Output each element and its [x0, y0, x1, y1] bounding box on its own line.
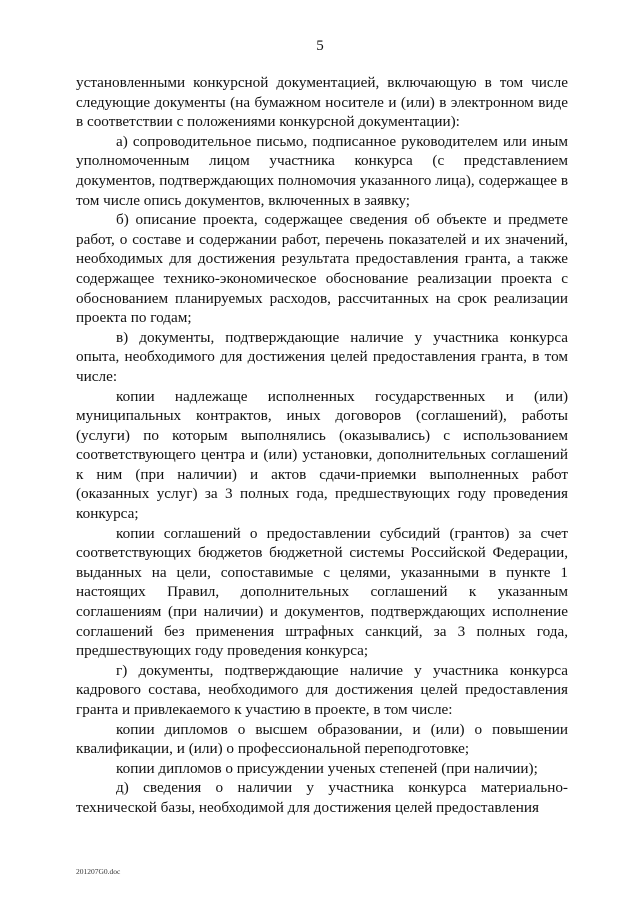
document-body: [76, 73, 568, 818]
paragraph: копии дипломов о присуждении ученых степеней (при наличии);: [116, 759, 538, 777]
paragraph: в) документы, подтверждающие наличие у участника конкурса опыта, необходимого для достижения целей предоставления гранта, в том числе:: [76, 328, 568, 385]
paragraph: установленными конкурсной документацией, включающую в том числе следующие документы (на бумажном носителе и (или) в электронном виде в соответствии с положениями конкурсной документации):: [76, 74, 568, 131]
paragraph: копии соглашений о предоставлении субсидий (грантов) за счет соответствующих бюджетов бюджетной системы Российской Федерации, выданных на цели, сопоставимые с целями, указанными в пункте 1 настоящих Правил, дополнительных соглашений к указанным соглашениям (при наличии) и документов, подтверждающих исполнение соглашений без применения штрафных санкций, за 3 полных года, предшествующих году проведения конкурса;: [76, 524, 568, 660]
paragraph: а) сопроводительное письмо, подписанное руководителем или иным уполномоченным лицом участника конкурса (с представлением документов, подтверждающих полномочия указанного лица), содержащее в том числе опись документов, включенных в заявку;: [76, 132, 568, 209]
paragraph: д) сведения о наличии у участника конкурса материально-технической базы, необходимой для достижения целей предоставления: [76, 779, 568, 816]
footer-filename: 201207G0.doc: [76, 867, 121, 876]
paragraph: копии дипломов о высшем образовании, и (или) о повышении квалификации, и (или) о профессиональной переподготовке;: [76, 720, 568, 758]
paragraph: г) документы, подтверждающие наличие у участника конкурса кадрового состава, необходимого для достижения целей предоставления гранта и привлекаемого к участию в проекте, в том числе:: [76, 661, 568, 718]
paragraph: копии надлежаще исполненных государственных и (или) муниципальных контрактов, иных договоров (соглашений), работы (услуги) по которым выполнялись (оказывались) с использованием соответствующего центра и (или) установки, дополнительных соглашений к ним (при наличии) и актов сдачи-приемки выполненных работ (оказанных услуг) за 3 полных года, предшествующих году проведения конкурса;: [76, 387, 568, 523]
page-number: 5: [316, 38, 324, 54]
paragraph: б) описание проекта, содержащее сведения об объекте и предмете работ, о составе и содержании работ, перечень показателей и их значений, необходимых для достижения результата предоставления гранта, а также содержащее технико-экономическое обоснование реализации проекта с обоснованием планируемых расходов, рассчитанных на срок реализации проекта по годам;: [76, 211, 568, 327]
